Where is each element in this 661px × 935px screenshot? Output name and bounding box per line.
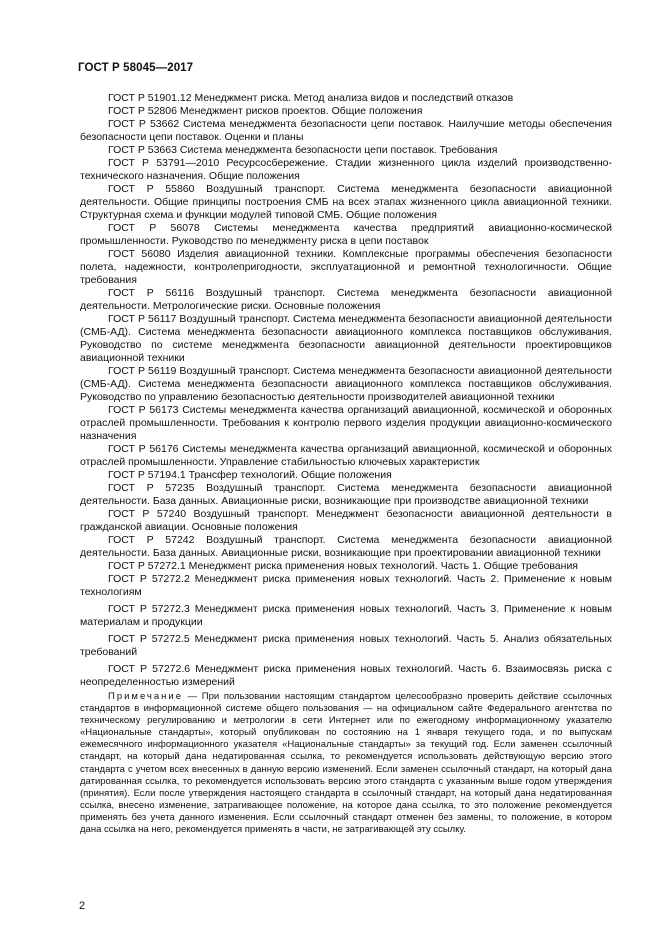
reference-item: ГОСТ Р 56078 Системы менеджмента качества предприятий авиационно-космической промышленности. Руководство по менеджменту риска в цепи поставок: [80, 222, 612, 247]
reference-item: ГОСТ Р 53663 Система менеджмента безопасности цепи поставок. Требования: [108, 144, 498, 156]
reference-item: ГОСТ Р 56176 Системы менеджмента качества организаций авиационной, космической и оборонных отраслей промышленности. Управление стабильностью ключевых характеристик: [80, 443, 612, 468]
normative-references-list: [80, 92, 612, 689]
reference-item: ГОСТ Р 57272.5 Менеджмент риска применения новых технологий. Часть 5. Анализ обязательных требований: [80, 633, 612, 658]
reference-item: ГОСТ 56080 Изделия авиационной техники. Комплексные программы обеспечения безопасности полета, надежности, контролепригодности, эксплуатационной и ремонтной технологичности. Общие требования: [80, 248, 612, 286]
note-text: — При пользовании настоящим стандартом целесообразно проверить действие ссылочных стандартов в информационной системе общего пользования — на официальном сайте Федерального агентства по техническому регулированию и метрологии в сети Интернет или по ежегодному информационному указателю «Национальные стандарты», который опубликован по состоянию на 1 января текущего года, и по выпускам ежемесячного информационного указателя «Национальные стандарты» за текущий год. Если заменен ссылочный стандарт, на который дана недатированная ссылка, то рекомендуется использовать действующую версию этого стандарта с учетом всех внесенных в данную версию изменений. Если заменен ссылочный стандарт, на который дана датированная ссылка, то рекомендуется использовать версию этого стандарта с указанным выше годом утверждения (принятия). Если после утверждения настоящего стандарта в ссылочный стандарт, на который дана недатированная ссылка, внесено изменение, затрагивающее положение, на которое дана ссылка, то это положение рекомендуется применять без учета данного изменения. Если ссылочный стандарт отменен без замены, то положение, в котором дана ссылка на него, рекомендуется применять в части, не затрагивающей эту ссылку.: [80, 691, 612, 836]
page-number: 2: [79, 900, 86, 912]
note-label: Примечание: [108, 691, 183, 702]
reference-item: ГОСТ Р 56173 Системы менеджмента качества организаций авиационной, космической и оборонных отраслей промышленности. Требования к контролю первого изделия продукции авиационно-космического назначения: [80, 404, 612, 442]
reference-item: ГОСТ Р 57235 Воздушный транспорт. Система менеджмента безопасности авиационной деятельности. База данных. Авиационные риски, возникающие при производстве авиационной техники: [80, 482, 612, 507]
note-paragraph: [80, 691, 612, 836]
reference-item: ГОСТ Р 56119 Воздушный транспорт. Система менеджмента безопасности авиационной деятельности (СМБ-АД). Система менеджмента безопасности авиационного комплекса поставщиков обслуживания. Руководство по управлению безопасностью деятельности производителей авиационной техники: [80, 365, 612, 403]
reference-item: ГОСТ Р 53662 Система менеджмента безопасности цепи поставок. Наилучшие методы обеспечения безопасности цепи поставок. Оценки и планы: [80, 118, 612, 143]
reference-item: ГОСТ Р 56116 Воздушный транспорт. Система менеджмента безопасности авиационной деятельности. Метрологические риски. Основные положения: [80, 287, 612, 312]
reference-item: ГОСТ Р 57272.6 Менеджмент риска применения новых технологий. Часть 6. Взаимосвязь риска с неопределенностью измерений: [80, 663, 612, 688]
reference-item: ГОСТ Р 51901.12 Менеджмент риска. Метод анализа видов и последствий отказов: [108, 92, 514, 104]
reference-item: ГОСТ Р 57194.1 Трансфер технологий. Общие положения: [108, 469, 392, 481]
reference-item: ГОСТ Р 52806 Менеджмент рисков проектов. Общие положения: [108, 105, 423, 117]
reference-item: ГОСТ Р 57272.3 Менеджмент риска применения новых технологий. Часть 3. Применение к новым материалам и продукции: [80, 603, 612, 628]
reference-item: ГОСТ Р 57272.1 Менеджмент риска применения новых технологий. Часть 1. Общие требования: [108, 560, 578, 572]
reference-item: ГОСТ Р 57272.2 Менеджмент риска применения новых технологий. Часть 2. Применение к новым технологиям: [80, 573, 612, 598]
reference-item: ГОСТ Р 53791—2010 Ресурсосбережение. Стадии жизненного цикла изделий производственно-технического назначения. Общие положения: [80, 157, 612, 182]
reference-item: ГОСТ Р 56117 Воздушный транспорт. Система менеджмента безопасности авиационной деятельности (СМБ-АД). Система менеджмента безопасности авиационного комплекса поставщиков обслуживания. Руководство по системе менеджмента безопасности авиационной деятельности проектировщиков авиационной техники: [80, 313, 612, 364]
reference-item: ГОСТ Р 55860 Воздушный транспорт. Система менеджмента безопасности авиационной деятельности. Общие принципы построения СМБ на всех этапах жизненного цикла авиационной техники. Структурная схема и функции модулей типовой СМБ. Общие положения: [80, 183, 612, 221]
reference-item: ГОСТ Р 57240 Воздушный транспорт. Менеджмент безопасности авиационной деятельности в гражданской авиации. Основные положения: [80, 508, 612, 533]
reference-item: ГОСТ Р 57242 Воздушный транспорт. Система менеджмента безопасности авиационной деятельности. База данных. Авиационные риски, возникающие при проектировании авиационной техники: [80, 534, 612, 559]
page-header: ГОСТ Р 58045—2017: [78, 62, 194, 74]
